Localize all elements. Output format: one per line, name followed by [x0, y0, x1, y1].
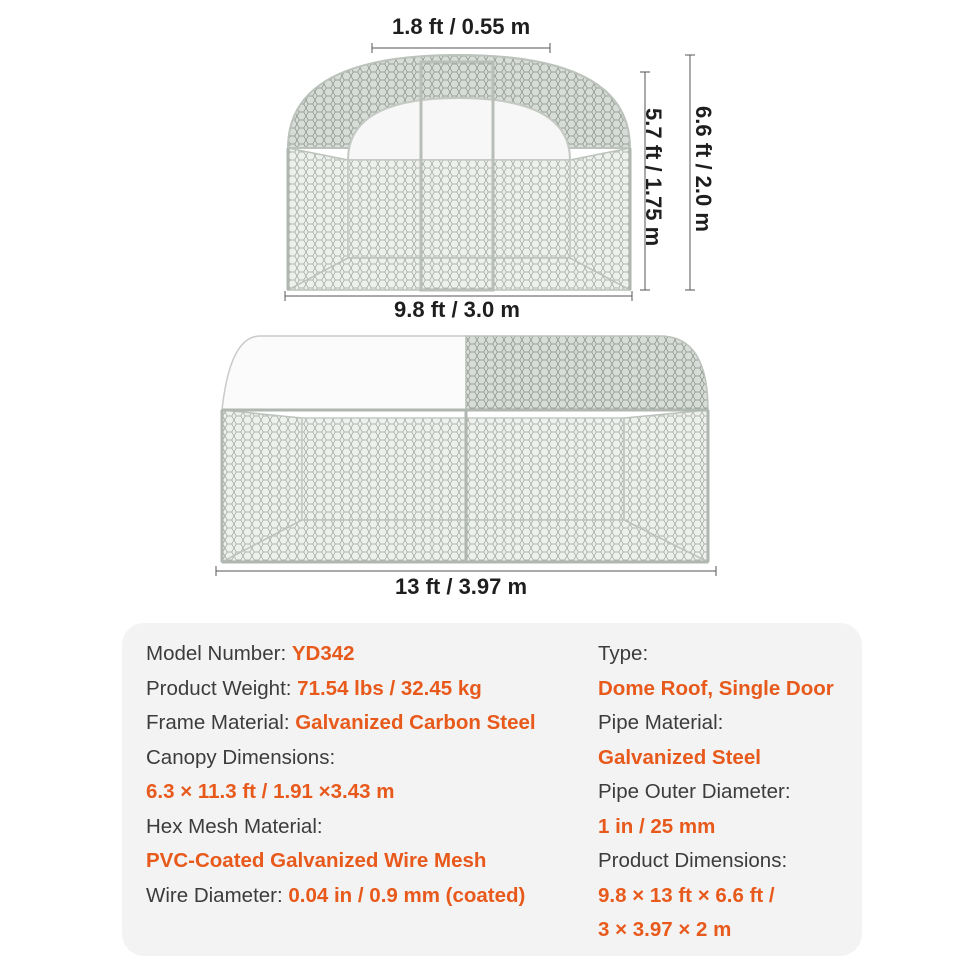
- spec-product-dimensions-value-2: 3 × 3.97 × 2 m: [598, 918, 732, 941]
- spec-pipe-diameter-label: Pipe Outer Diameter:: [598, 780, 791, 803]
- door-width-label: 1.8 ft / 0.55 m: [392, 14, 531, 39]
- length-label: 13 ft / 3.97 m: [395, 574, 528, 599]
- width-label: 9.8 ft / 3.0 m: [394, 297, 520, 322]
- spec-canopy-label: Canopy Dimensions:: [146, 745, 336, 769]
- spec-pipe-value: Galvanized Steel: [598, 745, 761, 769]
- spec-mesh-label: Hex Mesh Material:: [146, 814, 323, 838]
- spec-card: [122, 623, 862, 956]
- spec-weight-label: Product Weight:: [146, 676, 298, 700]
- spec-frame: [146, 706, 586, 741]
- spec-model-value: YD342: [291, 642, 355, 665]
- spec-wire: [146, 879, 586, 914]
- spec-product-dimensions-label: Product Dimensions:: [598, 849, 788, 872]
- spec-model: [146, 637, 586, 672]
- spec-column-right: [598, 637, 854, 948]
- spec-product-dimensions-value-1: 9.8 × 13 ft × 6.6 ft /: [598, 883, 775, 907]
- spec-wire-label: Wire Diameter:: [146, 883, 289, 907]
- spec-weight: [146, 672, 586, 707]
- spec-frame-value: Galvanized Carbon Steel: [295, 711, 536, 734]
- spec-canopy-value: 6.3 × 11.3 ft / 1.91 ×3.43 m: [146, 780, 395, 803]
- total-height-label: 6.6 ft / 2.0 m: [691, 106, 716, 232]
- spec-model-label: Model Number:: [146, 642, 292, 665]
- side-view-coop: [222, 336, 708, 562]
- spec-wire-value: 0.04 in / 0.9 mm (coated): [288, 883, 526, 907]
- side-height-label: 5.7 ft / 1.75 m: [641, 108, 666, 247]
- spec-frame-label: Frame Material:: [146, 711, 296, 734]
- spec-column-left: [146, 637, 586, 913]
- front-view-coop: [288, 55, 630, 290]
- spec-type-value: Dome Roof, Single Door: [598, 676, 834, 700]
- spec-type-label: Type:: [598, 642, 649, 665]
- spec-pipe-diameter-value: 1 in / 25 mm: [598, 814, 716, 838]
- spec-mesh-value: PVC-Coated Galvanized Wire Mesh: [146, 849, 487, 872]
- spec-weight-value: 71.54 lbs / 32.45 kg: [297, 676, 482, 700]
- spec-pipe-label: Pipe Material:: [598, 711, 724, 734]
